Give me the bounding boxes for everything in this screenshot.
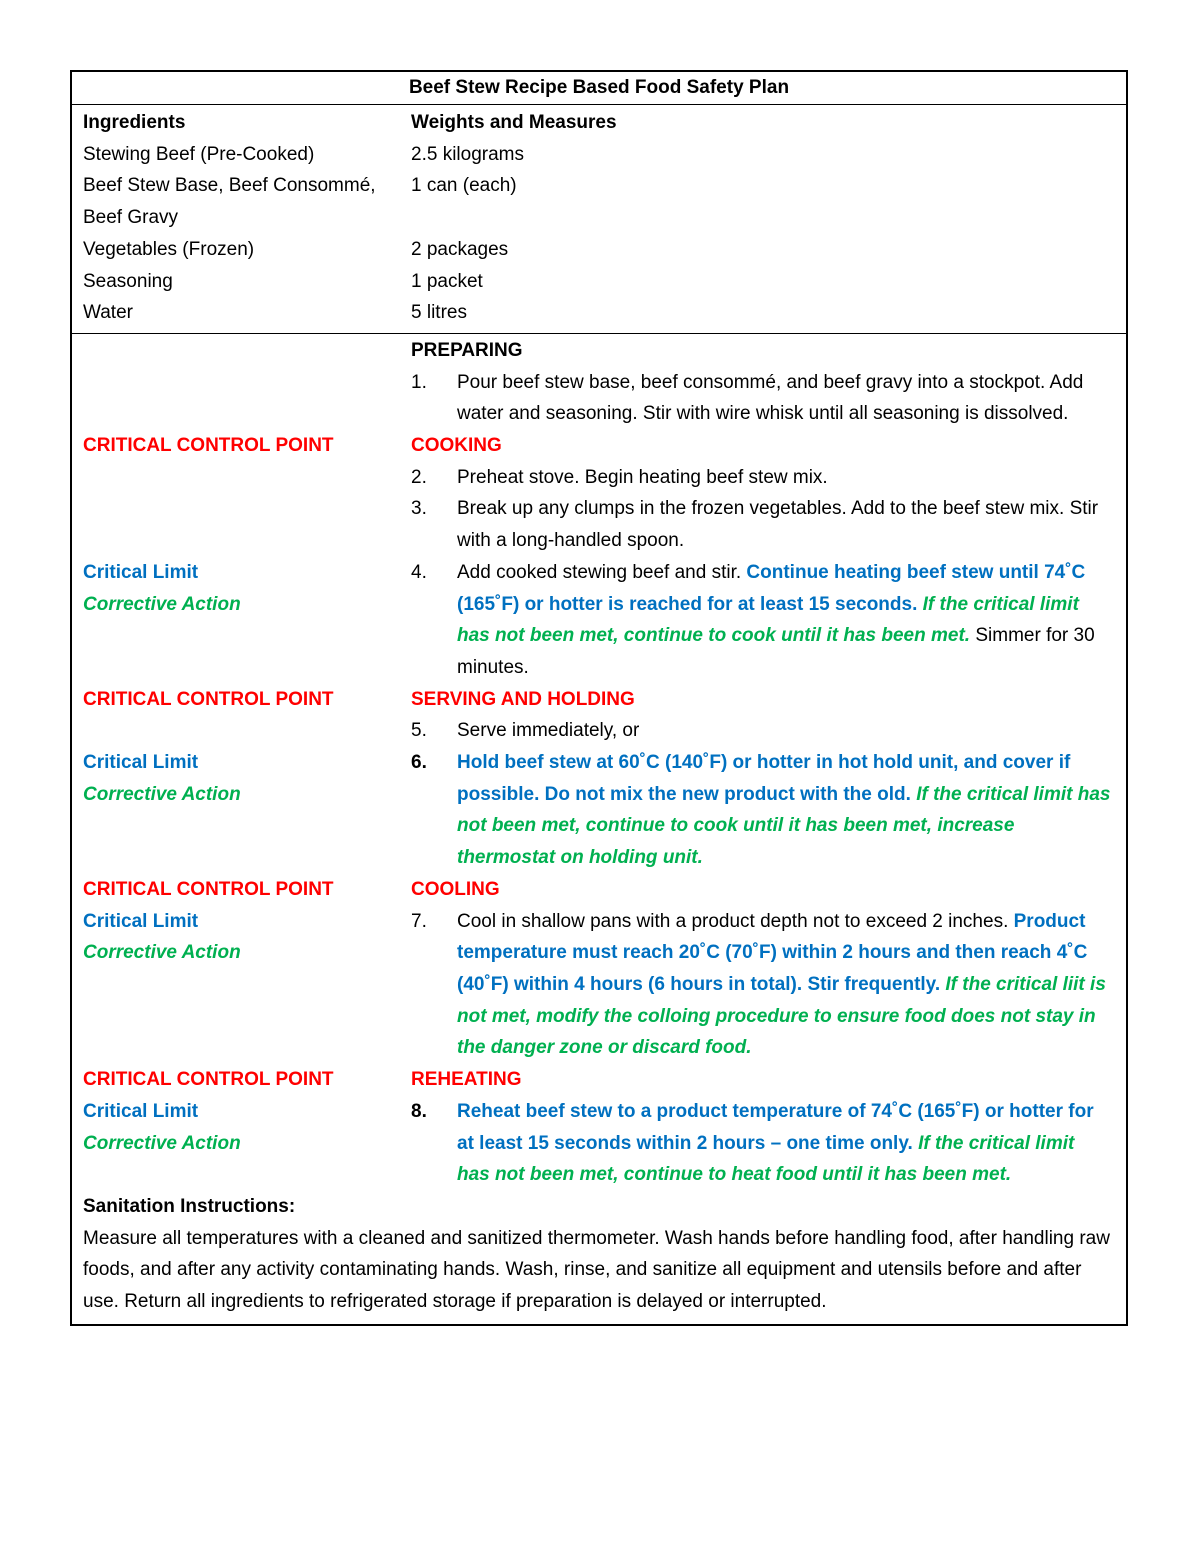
step-7 xyxy=(411,906,1112,1065)
cooking-header-row xyxy=(72,430,1126,462)
serving-header-row xyxy=(72,684,1126,716)
ingredient-amount xyxy=(411,202,1126,234)
step-number: 6. xyxy=(411,752,427,774)
corrective-action-label: Corrective Action xyxy=(83,1132,241,1154)
corrective-action-label: Corrective Action xyxy=(83,942,241,964)
plan-title: Beef Stew Recipe Based Food Safety Plan xyxy=(72,72,1126,105)
sanitation-header: Sanitation Instructions: xyxy=(83,1195,296,1217)
preparing-block xyxy=(72,335,1126,430)
step-number: 5. xyxy=(411,720,427,742)
reheating-step-8-row xyxy=(72,1096,1126,1191)
ingredient-name: Vegetables (Frozen) xyxy=(83,238,255,260)
serving-step-6-row xyxy=(72,747,1126,874)
step-number: 3. xyxy=(411,498,427,520)
procedure-section xyxy=(72,334,1126,1324)
corrective-action-text: If the critical limit has not been met, continue to heat food until it has been met. xyxy=(457,1132,1075,1186)
serving-step-5-row xyxy=(72,715,1126,747)
cooling-header-row xyxy=(72,874,1126,906)
step-text: Serve immediately, or xyxy=(457,720,640,742)
step-number: 1. xyxy=(411,371,427,393)
ccp-label: CRITICAL CONTROL POINT xyxy=(83,1069,334,1091)
sanitation-text: Measure all temperatures with a cleaned and sanitized thermometer. Wash hands before handling food, after handling raw foods, and after any activity contaminating hands. Wash, rinse, and sanitize all equipment and utensils before and after use. Return all ingredients to refrigerated storage if preparation is delayed or interrupted. xyxy=(83,1227,1110,1313)
ingredient-amount: 5 litres xyxy=(411,302,467,324)
step-1 xyxy=(411,367,1112,430)
preparing-header: PREPARING xyxy=(411,339,523,361)
ingredient-amount: 1 packet xyxy=(411,270,483,292)
food-safety-plan-table xyxy=(70,70,1128,1326)
critical-limit-label: Critical Limit xyxy=(83,1100,199,1122)
critical-limit-text: Hold beef stew at 60˚C (140˚F) or hotter in hot hold unit, and cover if possible. Do not mix the new product with the old. xyxy=(457,752,1071,805)
ingredient-name: Beef Stew Base, Beef Consommé, xyxy=(83,175,376,197)
sanitation-section xyxy=(72,1191,1126,1324)
ingredients-header: Ingredients xyxy=(83,112,186,133)
ccp-label: CRITICAL CONTROL POINT xyxy=(83,688,334,710)
step-text: Break up any clumps in the frozen vegetables. Add to the beef stew mix. Stir with a long-handled spoon. xyxy=(457,498,1099,552)
step-number: 8. xyxy=(411,1100,427,1122)
ingredient-amount: 2.5 kilograms xyxy=(411,143,524,165)
ingredients-section xyxy=(72,105,1126,334)
step-text: Preheat stove. Begin heating beef stew mix. xyxy=(457,466,828,488)
cooking-step-4-row xyxy=(72,557,1126,684)
corrective-action-label: Corrective Action xyxy=(83,593,241,615)
cooking-steps-2-3 xyxy=(72,462,1126,557)
ingredient-row xyxy=(72,234,1126,266)
ingredients-header-row xyxy=(72,107,1126,139)
serving-header: SERVING AND HOLDING xyxy=(411,688,635,710)
ingredient-name: Seasoning xyxy=(83,270,173,292)
critical-limit-text: Reheat beef stew to a product temperature of 74˚C (165˚F) or hotter for at least 15 seconds within 2 hours – one time only. xyxy=(457,1100,1094,1154)
corrective-action-text: If the critical limit has not been met, continue to cook until it has been met, increase thermostat on holding unit. xyxy=(457,783,1111,869)
step-number: 2. xyxy=(411,466,427,488)
reheating-header-row xyxy=(72,1064,1126,1096)
cooling-header: COOLING xyxy=(411,878,500,900)
corrective-action-label: Corrective Action xyxy=(83,783,241,805)
critical-limit-text: Product temperature must reach 20˚C (70˚F) within 2 hours and then reach 4˚C (40˚F) within 4 hours (6 hours in total). Stir frequently. xyxy=(457,910,1088,995)
ingredient-amount: 1 can (each) xyxy=(411,175,517,197)
ccp-label: CRITICAL CONTROL POINT xyxy=(83,435,334,457)
step-number: 7. xyxy=(411,910,427,932)
critical-limit-label: Critical Limit xyxy=(83,752,199,774)
step-8 xyxy=(411,1096,1112,1191)
step-text: Simmer for 30 minutes. xyxy=(457,625,1095,678)
step-text: Add cooked stewing beef and stir. xyxy=(457,561,742,583)
critical-limit-label: Critical Limit xyxy=(83,561,199,583)
step-4 xyxy=(411,557,1112,684)
ingredient-row xyxy=(72,297,1126,329)
step-6 xyxy=(411,747,1112,874)
corrective-action-text: If the critical limit has not been met, continue to cook until it has been met. xyxy=(457,593,1079,647)
step-number: 4. xyxy=(411,561,427,583)
ingredient-row xyxy=(72,170,1126,202)
cooking-header: COOKING xyxy=(411,435,502,457)
step-2 xyxy=(411,462,1112,494)
step-5 xyxy=(411,715,1112,747)
step-3 xyxy=(411,493,1112,556)
weights-header: Weights and Measures xyxy=(411,112,617,133)
critical-limit-text: Continue heating beef stew until 74˚C (165˚F) or hotter is reached for at least 15 seconds. xyxy=(457,561,1086,615)
ingredient-amount: 2 packages xyxy=(411,238,509,260)
step-text: Pour beef stew base, beef consommé, and beef gravy into a stockpot. Add water and seasoning. Stir with wire whisk until all seasoning is dissolved. xyxy=(457,371,1084,425)
ingredient-name: Water xyxy=(83,302,133,324)
ingredient-row xyxy=(72,266,1126,298)
cooling-step-7-row xyxy=(72,906,1126,1065)
ingredient-row xyxy=(72,139,1126,171)
ingredient-row xyxy=(72,202,1126,234)
ingredient-name: Stewing Beef (Pre-Cooked) xyxy=(83,143,315,165)
ingredient-name: Beef Gravy xyxy=(83,207,179,229)
critical-limit-label: Critical Limit xyxy=(83,910,199,932)
corrective-action-text: If the critical liit is not met, modify the colloing procedure to ensure food does not stay in the danger zone or discard food. xyxy=(457,973,1106,1059)
reheating-header: REHEATING xyxy=(411,1069,522,1091)
ccp-label: CRITICAL CONTROL POINT xyxy=(83,878,334,900)
step-text: Cool in shallow pans with a product depth not to exceed 2 inches. xyxy=(457,910,1009,932)
